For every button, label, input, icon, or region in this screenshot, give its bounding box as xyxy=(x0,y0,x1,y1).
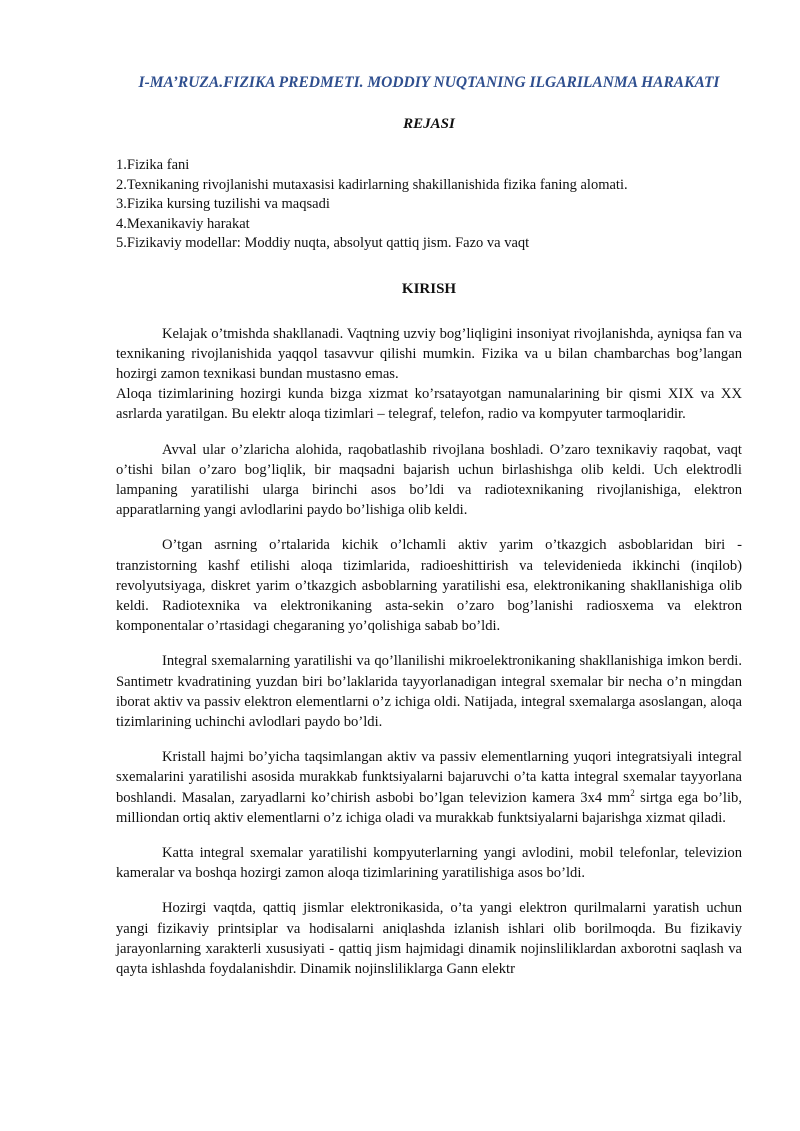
paragraph: Katta integral sxemalar yaratilishi kompyuterlarning yangi avlodini, mobil telefonlar, televizion kameralar va boshqa hozirgi zamon aloqa tizimlarining yaratilishiga asos bo’ldi. xyxy=(116,844,742,882)
plan-item: 2.Texnikaning rivojlanishi mutaxasisi kadirlarning shakillanishida fizika faning alomati. xyxy=(116,176,628,193)
plan-heading: REJASI xyxy=(403,116,455,132)
plan-list xyxy=(116,156,742,254)
paragraph-text: Kristall hajmi bo’yicha taqsimlangan aktiv va passiv elementlarning yuqori integratsiyali integral sxemalarini yaratilishi asosida murakkab funktsiyalarni bajaruvchi o’ta katta integral sxemalar tayyorlana boshlandi. Masalan, zaryadlarni ko’chirish asbobi bo’lgan televizion kamera 3x4 mm xyxy=(116,749,742,806)
paragraph: Aloqa tizimlarining hozirgi kunda bizga xizmat ko’rsatayotgan namunalarining bir qismi XIX va XX asrlarda yaratilgan. Bu elektr aloqa tizimlari – telegraf, telefon, radio va kompyuter tarmoqlaridir. xyxy=(116,386,742,423)
plan-item: 5.Fizikaviy modellar: Moddiy nuqta, absolyut qattiq jism. Fazo va vaqt xyxy=(116,235,530,251)
paragraph xyxy=(116,747,742,828)
paragraph: O’tgan asrning o’rtalarida kichik o’lchamli aktiv yarim o’tkazgich asboblaridan biri - tranzistorning kashf etilishi aloqa tizimlarida, radioeshittirish va televidenieda ikkinchi (inqilob) revolyutsiyaga, diskret yarim o’tkazgich asboblarning yaratilishi esa, elektronikaning shakllanishiga olib keldi. Radiotexnika va elektronikaning asta-sekin o’zaro bog’lanishi radiosxema va elektron komponentalar o’rtasidagi chegaraning yo’qolishiga sabab bo’ldi. xyxy=(116,537,742,635)
paragraph: Avval ular o’zlaricha alohida, raqobatlashib rivojlana boshladi. O’zaro texnikaviy raqobat, vaqt o’tishi bilan o’zaro bog’liqlik, bir maqsadni bajarish uchun birlashishga olib keldi. Uch elektrodli lampaning yaratilishi ularga birinchi asos bo’ldi va radiotexnikaning rivojlanishiga, elektron apparatlarning yangi avlodlarini paydo bo’lishiga olib keldi. xyxy=(116,441,742,519)
lecture-title: I-MA’RUZA.FIZIKA PREDMETI. MODDIY NUQTANING ILGARILANMA HARAKATI xyxy=(138,74,720,91)
plan-item: 1.Fizika fani xyxy=(116,157,190,173)
superscript: 2 xyxy=(630,787,635,798)
paragraph: Integral sxemalarning yaratilishi va qo’llanilishi mikroelektronikaning shakllanishiga imkon berdi. Santimetr kvadratining yuzdan biri bo’laklarida tayyorlanadigan integral sxemalar bir necha o’n mingdan iborat aktiv va passiv elektron elementlarni o’z ichiga oldi. Natijada, integral sxemalarga asoslangan, aloqa tizimlarining uchinchi avlodlari paydo bo’ldi. xyxy=(116,653,742,730)
plan-item: 4.Mexanikaviy harakat xyxy=(116,215,250,232)
paragraph-text: sirtga ega bo’lib, milliondan ortiq aktiv elementlarni o’z ichiga oladi va murakkab funktsiyalarni bajarishga xizmat qiladi. xyxy=(116,789,742,826)
paragraph: Kelajak o’tmishda shakllanadi. Vaqtning uzviy bog’liqligini insoniyat rivojlanishda, ayniqsa fan va texnikaning rivojlanishida yaqqol tasavvur qilishi mumkin. Fizika va u bilan chambarchas bog’langan hozirgi zamon texnikasi bundan mustasno emas. xyxy=(116,325,742,382)
intro-heading: KIRISH xyxy=(401,280,457,297)
plan-item: 3.Fizika kursing tuzilishi va maqsadi xyxy=(116,196,330,212)
paragraph: Hozirgi vaqtda, qattiq jismlar elektronikasida, o’ta yangi elektron qurilmalarni yaratish uchun yangi fizikaviy printsiplar va hodisalarni aniqlashda izlanish ishlari olib borilmoqda. Bu fizikaviy jarayonlarning xarakterli xususiyati - qattiq jism hajmidagi dinamik nojinsliliklardan axborotni saqlash va qayta ishlashda foydalanishdir. Dinamik nojinsliliklarga Gann elektr xyxy=(116,900,742,977)
